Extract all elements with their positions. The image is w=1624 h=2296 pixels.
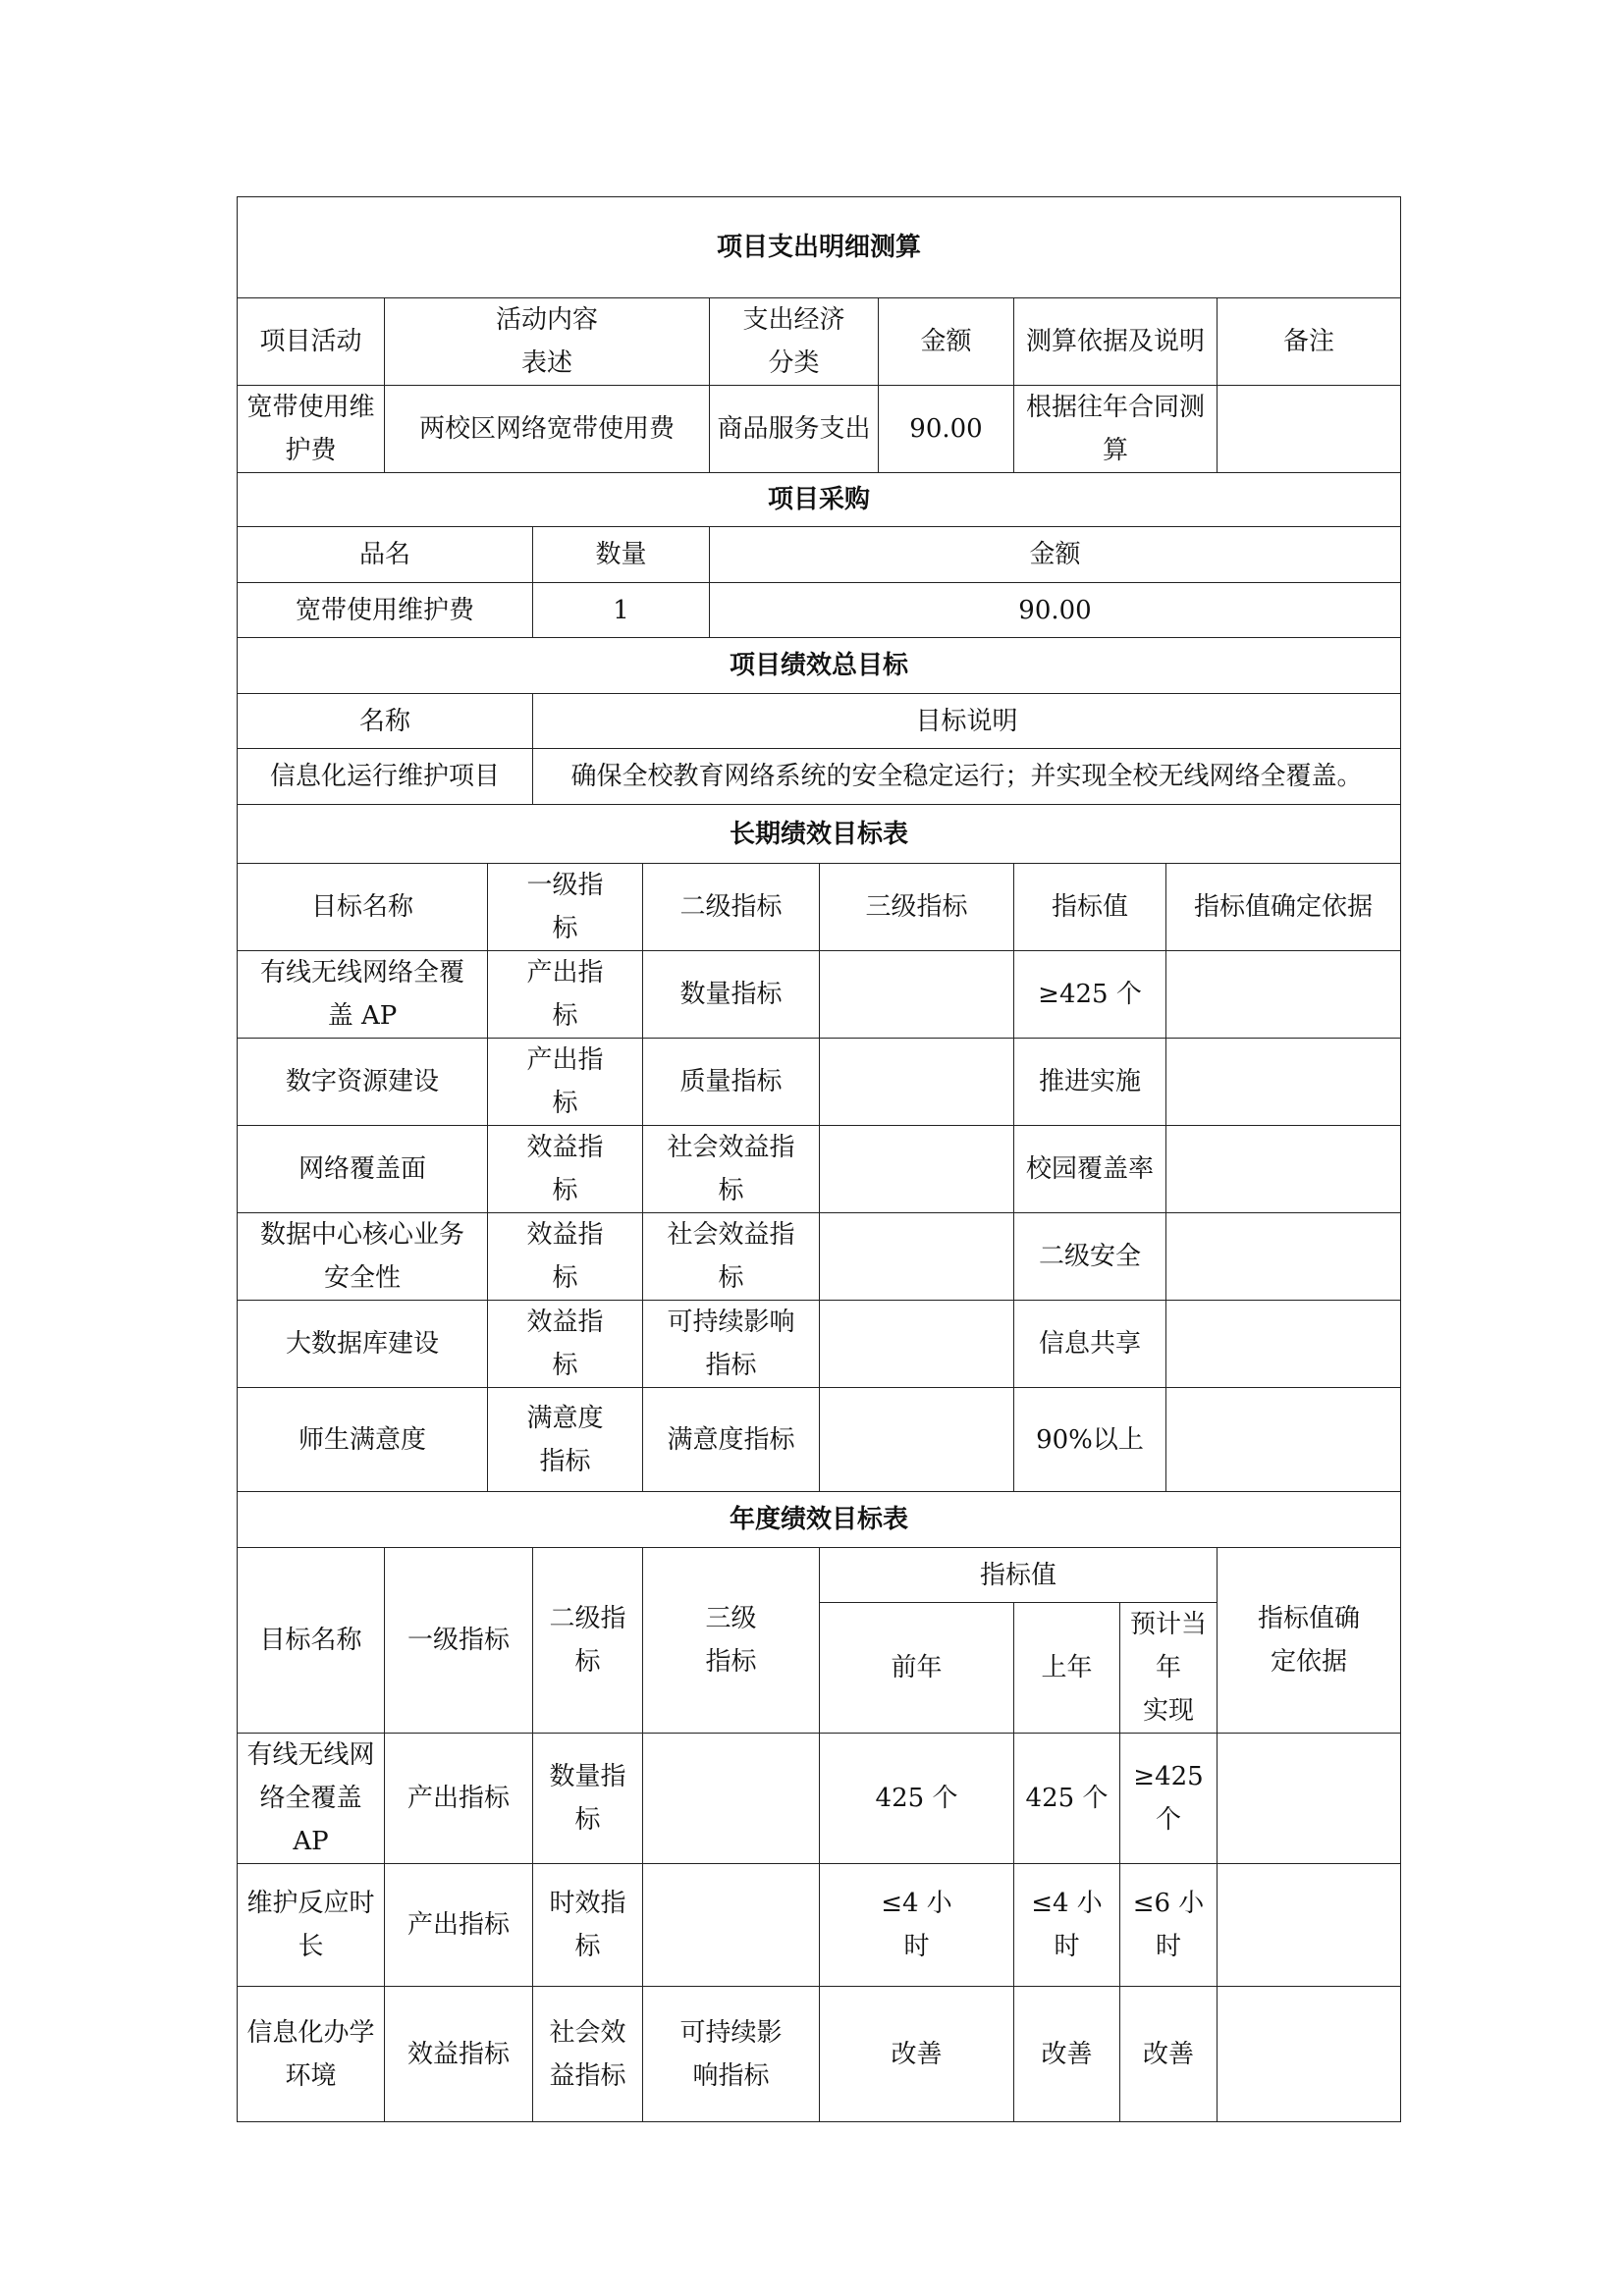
cell-expected: ≥425 个 (1120, 1734, 1218, 1864)
col-header-level2: 二级指标 (643, 864, 820, 951)
cell-level2: 数量指 标 (533, 1734, 643, 1864)
table-row (238, 583, 1401, 638)
cell-level3 (820, 1039, 1014, 1126)
cell-goal-name: 师生满意度 (238, 1388, 488, 1492)
col-header-activity: 项目活动 (238, 298, 385, 386)
cell-level3 (820, 951, 1014, 1039)
cell-level2: 社会效益指 标 (643, 1126, 820, 1213)
col-header-level2: 二级指 标 (533, 1548, 643, 1734)
cell-goal-name: 有线无线网络全覆 盖 AP (238, 951, 488, 1039)
cell-level2: 时效指 标 (533, 1864, 643, 1987)
col-header-level1: 一级指标 (385, 1548, 533, 1734)
cell-level2: 数量指标 (643, 951, 820, 1039)
table-row (238, 1734, 1401, 1864)
col-header-value-basis: 指标值确 定依据 (1218, 1548, 1401, 1734)
cell-last-year: ≤4 小时 (1014, 1864, 1120, 1987)
cell-goal-name: 网络覆盖面 (238, 1126, 488, 1213)
cell-economic-class: 商品服务支出 (710, 386, 879, 473)
cell-indicator-value: 二级安全 (1014, 1213, 1166, 1301)
cell-value-basis (1166, 1213, 1401, 1301)
cell-amount: 90.00 (879, 386, 1014, 473)
cell-last-year: 改善 (1014, 1987, 1120, 2122)
cell-level1: 产出指标 (385, 1864, 533, 1987)
cell-level2: 社会效 益指标 (533, 1987, 643, 2122)
budget-document-table (237, 196, 1401, 2122)
cell-level3 (820, 1301, 1014, 1388)
col-header-goal-name: 目标名称 (238, 1548, 385, 1734)
cell-value-basis (1166, 1126, 1401, 1213)
cell-level3 (643, 1864, 820, 1987)
table-row (238, 1388, 1401, 1492)
section-title-procurement: 项目采购 (238, 473, 1401, 527)
cell-level3 (643, 1734, 820, 1864)
cell-goal-description: 确保全校教育网络系统的安全稳定运行；并实现全校无线网络全覆盖。 (533, 749, 1401, 805)
cell-level1: 产出指 标 (488, 951, 643, 1039)
cell-value-basis (1218, 1734, 1401, 1864)
cell-goal-name: 维护反应时 长 (238, 1864, 385, 1987)
cell-level1: 产出指 标 (488, 1039, 643, 1126)
col-header-basis: 测算依据及说明 (1014, 298, 1218, 386)
cell-prev-year: ≤4 小 时 (820, 1864, 1014, 1987)
table-row (238, 1039, 1401, 1126)
table-row (238, 386, 1401, 473)
cell-level2: 可持续影响 指标 (643, 1301, 820, 1388)
cell-goal-name: 数字资源建设 (238, 1039, 488, 1126)
cell-indicator-value: 校园覆盖率 (1014, 1126, 1166, 1213)
section-title-long-term: 长期绩效目标表 (238, 805, 1401, 864)
cell-quantity: 1 (533, 583, 710, 638)
table-row (238, 951, 1401, 1039)
col-header-name: 名称 (238, 694, 533, 749)
col-header-expected: 预计当年 实现 (1120, 1603, 1218, 1734)
table-row (238, 1987, 1401, 2122)
col-header-level1: 一级指 标 (488, 864, 643, 951)
cell-name: 信息化运行维护项目 (238, 749, 533, 805)
cell-indicator-value: 90%以上 (1014, 1388, 1166, 1492)
table-row (238, 749, 1401, 805)
cell-indicator-value: ≥425 个 (1014, 951, 1166, 1039)
cell-level2: 社会效益指 标 (643, 1213, 820, 1301)
col-header-quantity: 数量 (533, 527, 710, 583)
section-title-overall-goal: 项目绩效总目标 (238, 638, 1401, 694)
page-title: 项目支出明细测算 (238, 197, 1401, 298)
col-header-item-name: 品名 (238, 527, 533, 583)
cell-amount: 90.00 (710, 583, 1401, 638)
cell-value-basis (1218, 1864, 1401, 1987)
cell-level1: 产出指标 (385, 1734, 533, 1864)
col-header-indicator-value-group: 指标值 (820, 1548, 1218, 1603)
cell-basis: 根据往年合同测 算 (1014, 386, 1218, 473)
cell-item-name: 宽带使用维护费 (238, 583, 533, 638)
col-header-goal-description: 目标说明 (533, 694, 1401, 749)
table-row (238, 1213, 1401, 1301)
cell-activity: 宽带使用维 护费 (238, 386, 385, 473)
col-header-level3: 三级指标 (820, 864, 1014, 951)
table-row (238, 1864, 1401, 1987)
cell-value-basis (1166, 1301, 1401, 1388)
cell-expected: 改善 (1120, 1987, 1218, 2122)
table-row (238, 1301, 1401, 1388)
cell-goal-name: 信息化办学 环境 (238, 1987, 385, 2122)
cell-level3: 可持续影 响指标 (643, 1987, 820, 2122)
cell-value-basis (1166, 1039, 1401, 1126)
col-header-prev-year: 前年 (820, 1603, 1014, 1734)
cell-value-basis (1166, 951, 1401, 1039)
col-header-content: 活动内容 表述 (385, 298, 710, 386)
cell-level1: 效益指标 (385, 1987, 533, 2122)
col-header-remark: 备注 (1218, 298, 1401, 386)
table-row (238, 1126, 1401, 1213)
cell-level1: 效益指 标 (488, 1213, 643, 1301)
cell-expected: ≤6 小时 (1120, 1864, 1218, 1987)
cell-level2: 满意度指标 (643, 1388, 820, 1492)
cell-level3 (820, 1213, 1014, 1301)
section-title-annual: 年度绩效目标表 (238, 1492, 1401, 1548)
cell-prev-year: 425 个 (820, 1734, 1014, 1864)
cell-last-year: 425 个 (1014, 1734, 1120, 1864)
cell-indicator-value: 推进实施 (1014, 1039, 1166, 1126)
cell-goal-name: 大数据库建设 (238, 1301, 488, 1388)
col-header-goal-name: 目标名称 (238, 864, 488, 951)
cell-level3 (820, 1126, 1014, 1213)
col-header-indicator-value: 指标值 (1014, 864, 1166, 951)
cell-level1: 效益指 标 (488, 1126, 643, 1213)
cell-value-basis (1166, 1388, 1401, 1492)
cell-value-basis (1218, 1987, 1401, 2122)
cell-goal-name: 数据中心核心业务 安全性 (238, 1213, 488, 1301)
col-header-amount: 金额 (879, 298, 1014, 386)
cell-level2: 质量指标 (643, 1039, 820, 1126)
cell-indicator-value: 信息共享 (1014, 1301, 1166, 1388)
cell-goal-name: 有线无线网 络全覆盖 AP (238, 1734, 385, 1864)
col-header-value-basis: 指标值确定依据 (1166, 864, 1401, 951)
cell-prev-year: 改善 (820, 1987, 1014, 2122)
cell-level1: 效益指 标 (488, 1301, 643, 1388)
col-header-economic-class: 支出经济 分类 (710, 298, 879, 386)
col-header-level3: 三级 指标 (643, 1548, 820, 1734)
cell-content: 两校区网络宽带使用费 (385, 386, 710, 473)
col-header-last-year: 上年 (1014, 1603, 1120, 1734)
cell-remark (1218, 386, 1401, 473)
cell-level3 (820, 1388, 1014, 1492)
col-header-amount: 金额 (710, 527, 1401, 583)
cell-level1: 满意度 指标 (488, 1388, 643, 1492)
